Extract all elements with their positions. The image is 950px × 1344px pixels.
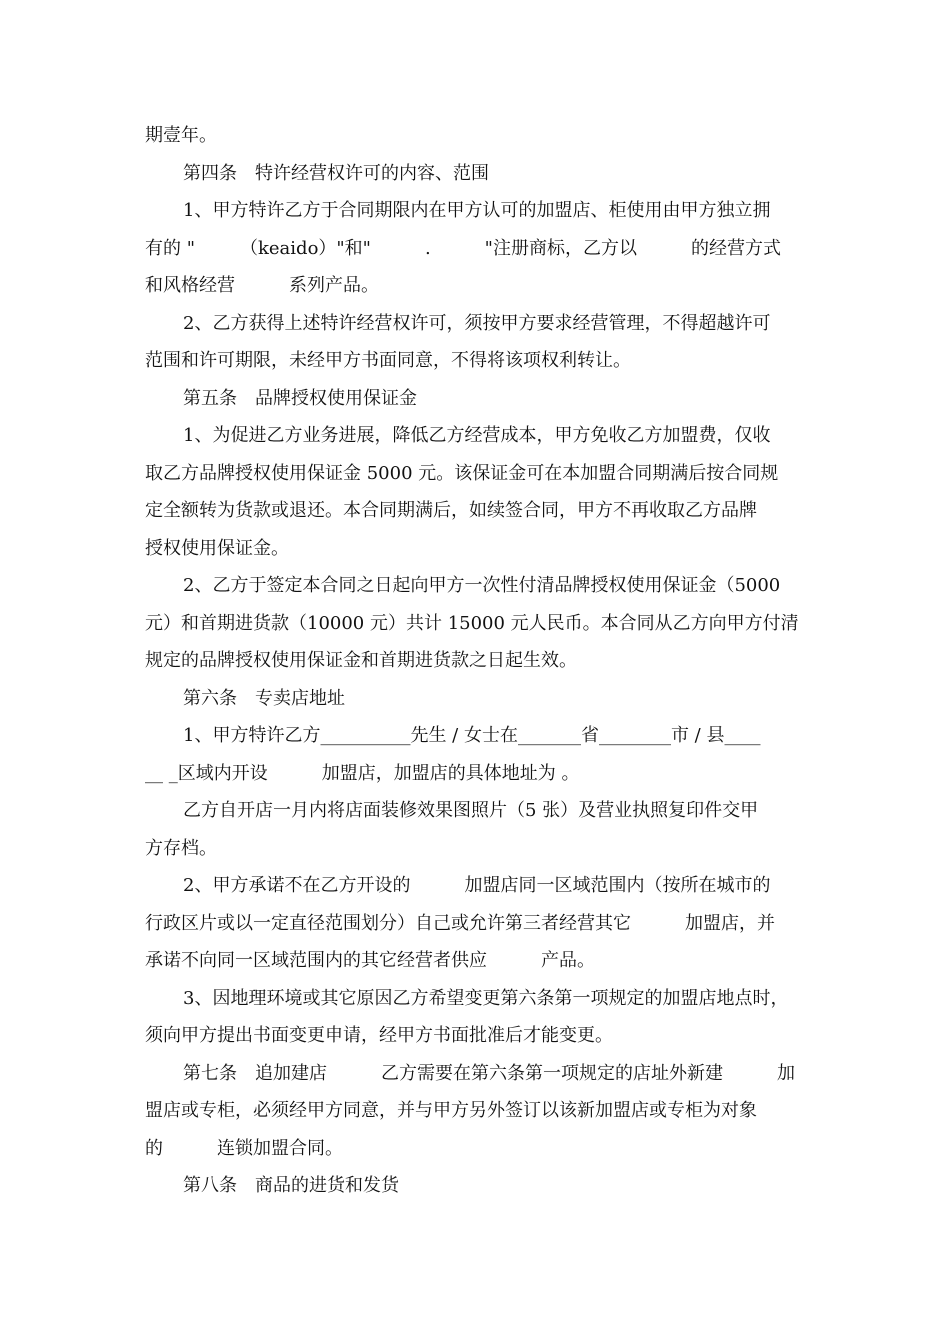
text-line: 1、甲方特许乙方__________先生 / 女士在_______省________市 / 县____: [183, 725, 761, 746]
text-line: 和风格经营 系列产品。: [145, 275, 379, 296]
text-line: 乙方自开店一月内将店面装修效果图照片（5 张）及营业执照复印件交甲: [183, 800, 759, 821]
text-line: 2、乙方于签定本合同之日起向甲方一次性付清品牌授权使用保证金（5000: [183, 575, 781, 596]
text-line: 盟店或专柜，必须经甲方同意，并与甲方另外签订以该新加盟店或专柜为对象: [145, 1100, 757, 1121]
text-line: 2、乙方获得上述特许经营权许可，须按甲方要求经营管理，不得超越许可: [183, 313, 771, 334]
text-line: 2、甲方承诺不在乙方开设的 加盟店同一区域范围内（按所在城市的: [183, 875, 771, 896]
text-line: 承诺不向同一区域范围内的其它经营者供应 产品。: [145, 950, 595, 971]
text-line: 取乙方品牌授权使用保证金 5000 元。该保证金可在本加盟合同期满后按合同规: [145, 463, 779, 484]
text-line: 定全额转为货款或退还。本合同期满后，如续签合同，甲方不再收取乙方品牌: [145, 500, 757, 521]
text-line: 元）和首期进货款（10000 元）共计 15000 元人民币。本合同从乙方向甲方付清: [145, 613, 799, 634]
text-line: 规定的品牌授权使用保证金和首期进货款之日起生效。: [145, 650, 577, 671]
text-line: 须向甲方提出书面变更申请，经甲方书面批准后才能变更。: [145, 1025, 613, 1046]
text-line: 有的 " （keaido）"和" . "注册商标，乙方以 的经营方式: [145, 238, 781, 259]
text-line: 授权使用保证金。: [145, 538, 289, 559]
text-line: 期壹年。: [145, 125, 217, 146]
article-heading: 第七条 追加建店 乙方需要在第六条第一项规定的店址外新建 加: [183, 1063, 795, 1084]
text-line: 1、甲方特许乙方于合同期限内在甲方认可的加盟店、柜使用由甲方独立拥: [183, 200, 771, 221]
article-heading: 第八条 商品的进货和发货: [183, 1175, 399, 1196]
article-heading: 第五条 品牌授权使用保证金: [183, 388, 417, 409]
text-line: 的 连锁加盟合同。: [145, 1138, 343, 1159]
article-heading: 第六条 专卖店地址: [183, 688, 345, 709]
article-heading: 第四条 特许经营权许可的内容、范围: [183, 163, 489, 184]
text-line: __ _区域内开设 加盟店，加盟店的具体地址为 。: [145, 763, 580, 784]
text-line: 范围和许可期限，未经甲方书面同意，不得将该项权利转让。: [145, 350, 631, 371]
text-line: 方存档。: [145, 838, 217, 859]
text-line: 1、为促进乙方业务进展，降低乙方经营成本，甲方免收乙方加盟费，仅收: [183, 425, 771, 446]
text-line: 行政区片或以一定直径范围划分）自己或允许第三者经营其它 加盟店，并: [145, 913, 775, 934]
text-line: 3、因地理环境或其它原因乙方希望变更第六条第一项规定的加盟店地点时，: [183, 988, 789, 1009]
